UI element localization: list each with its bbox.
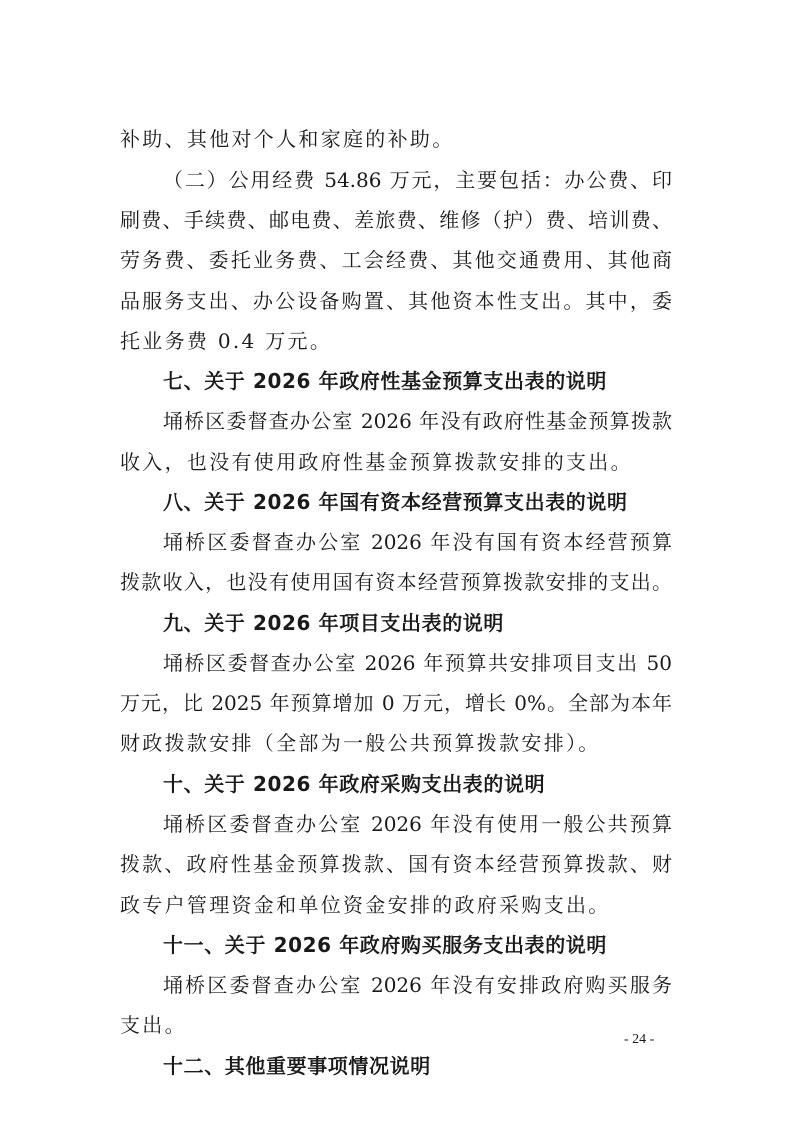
section-heading: 十一、关于 2026 年政府购买服务支出表的说明 <box>163 933 607 957</box>
paragraph-line: 拨款、政府性基金预算拨款、国有资本经营预算拨款、财 <box>120 852 672 876</box>
paragraph-line: 埇桥区委督查办公室 2026 年预算共安排项目支出 50 <box>163 651 672 675</box>
paragraph-line: 支出。 <box>120 1013 187 1037</box>
section-heading: 十二、其他重要事项情况说明 <box>163 1054 431 1078</box>
paragraph-line: 拨款收入，也没有使用国有资本经营预算拨款安排的支出。 <box>120 570 672 594</box>
paragraph-line: 埇桥区委督查办公室 2026 年没有政府性基金预算拨款 <box>163 409 672 433</box>
paragraph-line: （二）公用经费 54.86 万元，主要包括：办公费、印 <box>163 168 672 192</box>
section-heading: 八、关于 2026 年国有资本经营预算支出表的说明 <box>163 490 628 514</box>
paragraph-line: 万元，比 2025 年预算增加 0 万元，增长 0%。全部为本年 <box>120 691 672 715</box>
section-heading: 十、关于 2026 年政府采购支出表的说明 <box>163 772 546 796</box>
paragraph-line: 品服务支出、办公设备购置、其他资本性支出。其中，委 <box>120 289 672 313</box>
paragraph-line: 劳务费、委托业务费、工会经费、其他交通费用、其他商 <box>120 248 672 272</box>
paragraph-line: 埇桥区委督查办公室 2026 年没有使用一般公共预算 <box>163 812 672 836</box>
paragraph-line: 补助、其他对个人和家庭的补助。 <box>120 127 455 151</box>
paragraph-line: 埇桥区委督查办公室 2026 年没有国有资本经营预算 <box>163 530 672 554</box>
paragraph-line: 收入，也没有使用政府性基金预算拨款安排的支出。 <box>120 450 633 474</box>
paragraph-line: 财政拨款安排（全部为一般公共预算拨款安排）。 <box>120 731 601 755</box>
paragraph-line: 政专户管理资金和单位资金安排的政府采购支出。 <box>120 893 611 917</box>
section-heading: 九、关于 2026 年项目支出表的说明 <box>163 611 504 635</box>
paragraph-line: 托业务费 0.4 万元。 <box>120 329 333 353</box>
section-heading: 七、关于 2026 年政府性基金预算支出表的说明 <box>163 369 607 393</box>
paragraph-line: 刷费、手续费、邮电费、差旅费、维修（护）费、培训费、 <box>120 208 672 232</box>
paragraph-line: 埇桥区委督查办公室 2026 年没有安排政府购买服务 <box>163 973 672 997</box>
page-number: - 24 - <box>624 1032 655 1047</box>
